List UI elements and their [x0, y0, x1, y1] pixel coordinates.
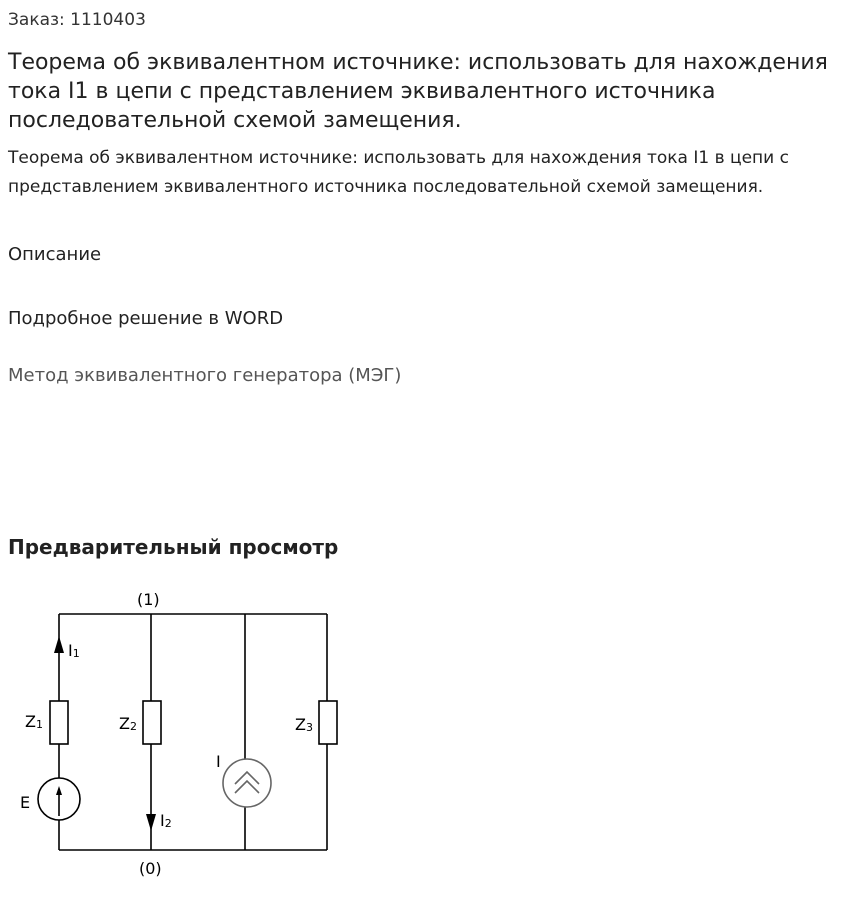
- preview-heading: Предварительный просмотр: [8, 535, 339, 559]
- E-label: E: [20, 793, 31, 812]
- method-link[interactable]: Метод эквивалентного генератора (МЭГ): [8, 365, 402, 386]
- description-text: Теорема об эквивалентном источнике: использовать для нахождения тока I1 в цепи с представлением эквивалентного источника последовательной схемой замещения.: [8, 148, 789, 197]
- circuit-diagram: [0, 580, 400, 890]
- Z2-resistor: [143, 701, 161, 744]
- I2-arrowhead: [146, 814, 156, 831]
- I1-arrowhead: [54, 636, 64, 653]
- Z1-resistor: [50, 701, 68, 744]
- description-section-label: Описание: [8, 244, 102, 265]
- node-bottom-label: (0): [139, 859, 162, 878]
- Z3-resistor: [319, 701, 337, 744]
- Z2-label: Z2: [119, 714, 137, 733]
- current-source-symbol: [223, 759, 271, 807]
- page-title: Теорема об эквивалентном источнике: использовать для нахождения тока I1 в цепи с представлением эквивалентного источника последовательной схемой замещения.: [8, 50, 828, 133]
- detail-solution-text: Подробное решение в WORD: [8, 308, 284, 329]
- I1-label: I1: [68, 641, 80, 660]
- current-source-label: I: [216, 752, 221, 771]
- current-source-circle: [223, 759, 271, 807]
- Z3-label: Z3: [295, 715, 313, 734]
- I2-label: I2: [160, 811, 172, 830]
- order-number: Заказ: 1110403: [8, 10, 146, 30]
- node-top-label: (1): [137, 590, 160, 609]
- Z1-label: Z1: [25, 712, 43, 731]
